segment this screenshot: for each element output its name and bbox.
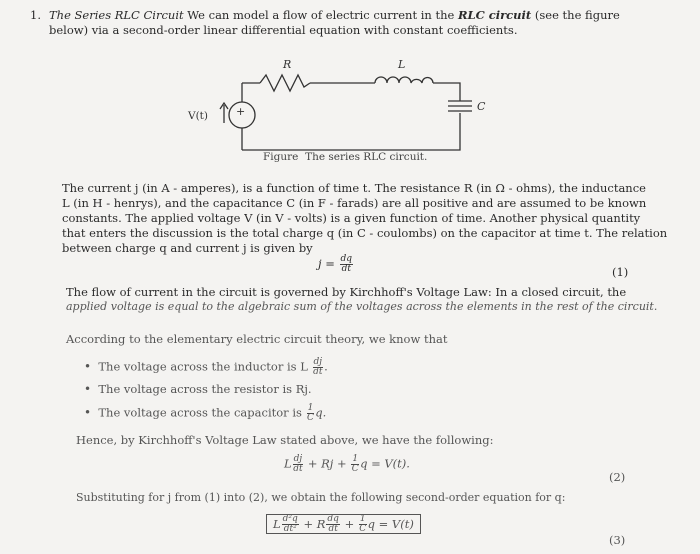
intro-part-c: (see the figure (534, 8, 620, 22)
eq1-den: dt (341, 264, 351, 274)
eq3-number: (3) (609, 533, 626, 547)
eq1-lhs: j = (318, 256, 335, 271)
label-L: L (398, 58, 406, 71)
problem-intro-line1 (49, 8, 620, 22)
equation-3 (266, 515, 421, 534)
para1-line2: L (in H - henrys), and the capacitance C (in F - farads) are all positive and are assumed to be known (62, 196, 647, 210)
para1-line3: constants. The applied voltage V (in V - volts) is a given function of time. Another physical quantity (62, 211, 641, 225)
eq3-box: L $\frac{\text{d²q}}{\text{dt²}}$ + R $\frac{dq}{dt}$ + $\frac{1}{C}$ q = V(t) (266, 514, 421, 534)
para3: According to the elementary electric circuit theory, we know that (66, 332, 448, 346)
problem-intro-line2: below) via a second-order linear differential equation with constant coefficients. (49, 23, 518, 37)
bullet-capacitor: • The voltage across the capacitor is $\frac{1}{C}$ q. (84, 403, 327, 423)
problem-number: 1. (30, 8, 41, 22)
bullet-inductor-text: The voltage across the inductor is L (98, 359, 308, 374)
para4: Hence, by Kirchhoff's Voltage Law stated above, we have the following: (76, 433, 494, 447)
para1-line5: between charge q and current j is given by (62, 241, 313, 255)
caption-word: Figure (263, 151, 299, 163)
para2-line1: The flow of current in the circuit is governed by Kirchhoff's Voltage Law: In a closed circuit, the (66, 285, 627, 299)
eq1-number: (1) (612, 265, 629, 279)
para1-line1: The current j (in A - amperes), is a function of time t. The resistance R (in Ω - ohms), the inductance (62, 181, 646, 195)
wire-top-right (433, 83, 460, 101)
source-plus-sign: + (236, 105, 246, 118)
figure-caption (263, 151, 427, 163)
equation-1 (318, 255, 354, 274)
eq1-num: dq (340, 254, 353, 264)
inductor-symbol (375, 77, 433, 83)
para5: Substituting for j from (1) into (2), we obtain the following second-order equation for q: (76, 491, 566, 504)
bullet-capacitor-fraction: $\frac{1}{C}$ (306, 403, 314, 423)
equation-2: L $\frac{dj}{dt}$ + Rj + $\frac{1}{C}$ q = V(t). (284, 454, 410, 474)
wire-bottom (242, 113, 460, 150)
para2-line2: applied voltage is equal to the algebraic sum of the voltages across the elements in the rest of the circuit. (66, 300, 658, 313)
intro-rlc: RLC circuit (457, 8, 532, 22)
caption-text: The series RLC circuit. (305, 151, 428, 163)
eq1-fraction (340, 255, 354, 274)
bullet-inductor: • The voltage across the inductor is L $\frac{dj}{dt}$ . (84, 357, 328, 377)
resistor-symbol (260, 75, 310, 91)
label-Vt: V(t) (188, 110, 208, 122)
eq2-number: (2) (609, 470, 626, 484)
label-C: C (477, 100, 486, 113)
label-R: R (283, 58, 292, 71)
intro-part-a: We can model a flow of electric current in the (187, 8, 455, 22)
bullet-capacitor-text: The voltage across the capacitor is (98, 405, 302, 420)
para1-line4: that enters the discussion is the total charge q (in C - coulombs) on the capacitor at time t. The relation (62, 226, 668, 240)
bullet-inductor-fraction: $\frac{dj}{dt}$ (313, 357, 323, 377)
bullet-resistor: • The voltage across the resistor is Rj. (84, 382, 312, 396)
problem-title: The Series RLC Circuit (49, 8, 184, 22)
bullet-resistor-text: The voltage across the resistor is Rj. (98, 382, 312, 396)
